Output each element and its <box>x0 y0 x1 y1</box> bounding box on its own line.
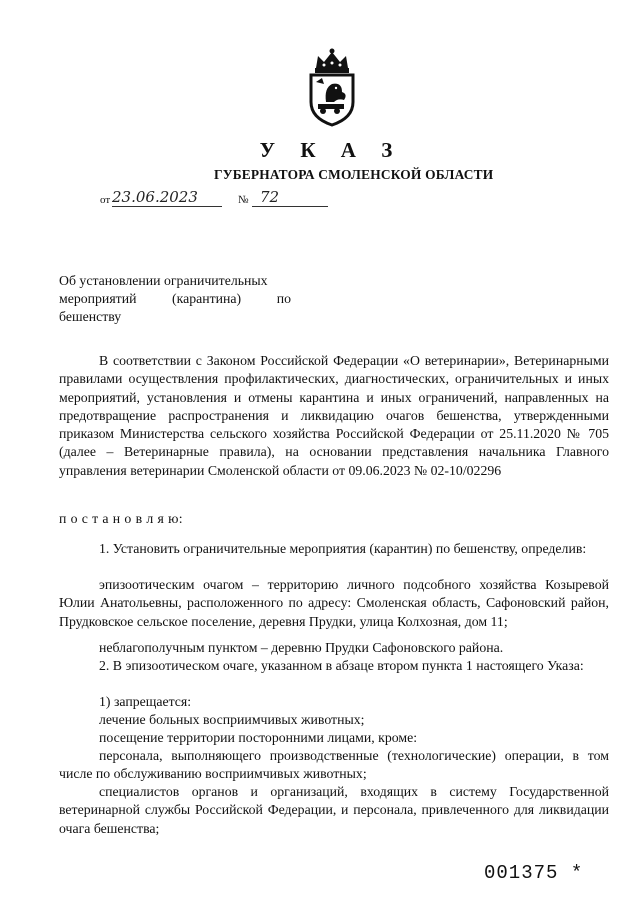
paragraph-2-item-1: 1) запрещается: <box>99 694 192 709</box>
date-prefix: от <box>100 194 111 206</box>
paragraph-2-item-1d: специалистов органов и организаций, входящих в систему Государственной ветеринарной службы Российской Федерации, и персонала, привлеченного для ликвидации очага бешенства; <box>59 784 609 836</box>
paragraph-1: 1. Установить ограничительные мероприятия (карантин) по бешенству, определив: <box>99 541 587 556</box>
coat-of-arms-icon <box>304 48 360 128</box>
handwritten-number: 72 <box>260 188 280 206</box>
document-subtitle: ГУБЕРНАТОРА СМОЛЕНСКОЙ ОБЛАСТИ <box>214 167 494 182</box>
paragraph-2-item-1b: посещение территории посторонними лицами, кроме: <box>99 730 418 745</box>
date-number-line <box>100 188 340 212</box>
subject-heading <box>59 272 291 326</box>
paragraph-1-unsafe-point: неблагополучным пунктом – деревню Прудки Сафоновского района. <box>99 640 504 655</box>
subject-word: по <box>276 291 291 306</box>
number-underline <box>252 206 328 207</box>
serial-number: 001375 * <box>484 862 584 884</box>
paragraph-2-item-1a: лечение больных восприимчивых животных; <box>99 712 365 727</box>
preamble-paragraph: В соответствии с Законом Российской Федерации «О ветеринарии», Ветеринарными правилами осуществления профилактических, диагностических, ограничительных и иных мероприятий, установления и отмены карантина и иных ограничений, направленных на предотвращение распространения и ликвидацию очагов бешенства, утвержденными приказом Министерства сельского хозяйства Российской Федерации от 25.11.2020 № 705 (далее – Ветеринарные правила), на основании представления начальника Главного управления ветеринарии Смоленской области от 09.06.2023 № 02-10/02296 <box>59 353 609 478</box>
subject-line-3: бешенству <box>59 309 122 324</box>
subject-word: мероприятий <box>59 291 137 306</box>
decree-word: п о с т а н о в л я ю: <box>59 511 184 526</box>
date-underline <box>112 206 222 207</box>
number-prefix: № <box>238 194 249 206</box>
subject-line-1: Об установлении ограничительных <box>59 273 268 288</box>
paragraph-2-item-1c: персонала, выполняющего производственные (технологические) операции, в том числе по обслуживанию восприимчивых животных; <box>59 748 609 782</box>
subject-line-2 <box>59 290 291 308</box>
handwritten-date: 23.06.2023 <box>112 188 198 206</box>
paragraph-1-focus: эпизоотическим очагом – территорию личного подсобного хозяйства Козыревой Юлии Анатольевны, расположенного по адресу: Смоленская область, Сафоновский район, Прудковское сельское поселение, деревня Прудки, улица Колхозная, дом 11; <box>59 577 609 629</box>
document-title: У К А З <box>259 138 403 162</box>
paragraph-2: 2. В эпизоотическом очаге, указанном в абзаце втором пункта 1 настоящего Указа: <box>99 658 584 673</box>
subject-word: (карантина) <box>172 291 242 306</box>
